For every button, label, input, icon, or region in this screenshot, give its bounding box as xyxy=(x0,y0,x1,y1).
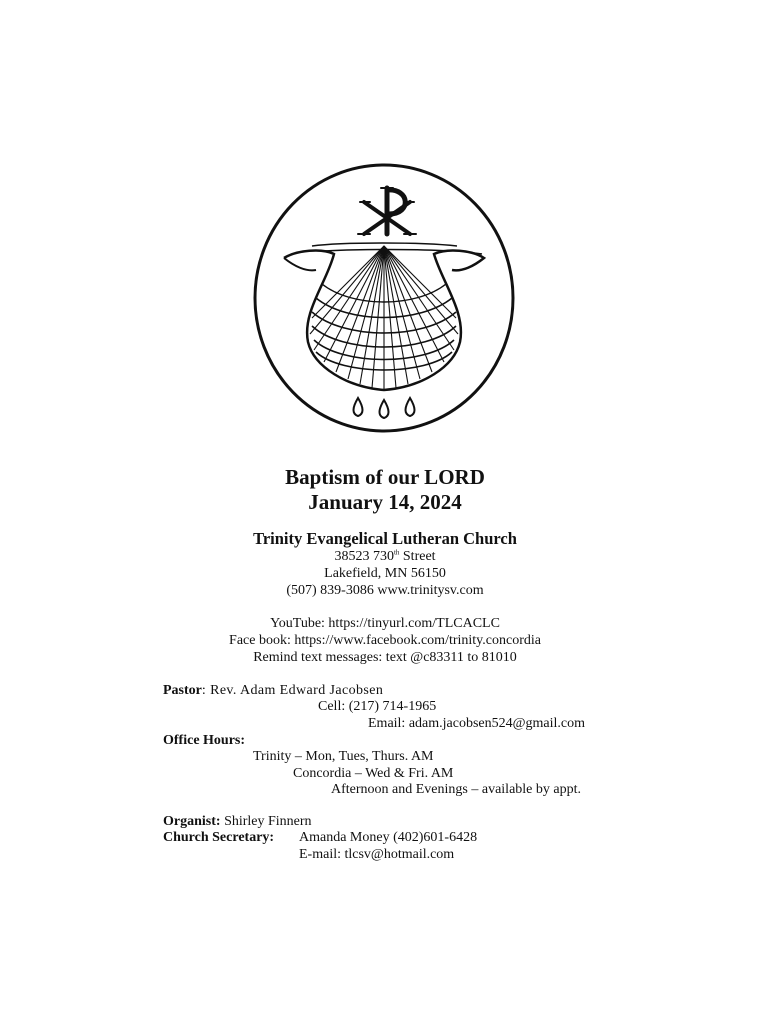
service-title: Baptism of our LORD xyxy=(285,465,485,489)
office-hours-trinity: Trinity – Mon, Tues, Thurs. AM xyxy=(253,749,434,764)
pastor-email[interactable]: Email: adam.jacobsen524@gmail.com xyxy=(368,716,585,731)
office-hours-label: Office Hours: xyxy=(163,733,246,748)
chi-rho-scallop-shell-icon xyxy=(252,162,516,434)
secretary-name-phone: Amanda Money (402)601-6428 xyxy=(299,830,478,845)
service-date: January 14, 2024 xyxy=(308,490,462,514)
address-suffix: th xyxy=(393,548,400,557)
church-name: Trinity Evangelical Lutheran Church xyxy=(253,529,517,548)
secretary-label: Church Secretary: xyxy=(163,830,275,845)
pastor-label: Pastor xyxy=(163,683,202,698)
address-number: 38523 730 xyxy=(334,549,394,564)
church-city-line: Lakefield, MN 56150 xyxy=(324,566,446,581)
office-hours-concordia: Concordia – Wed & Fri. AM xyxy=(293,766,454,781)
church-address-street xyxy=(0,548,770,565)
remind-text-info: Remind text messages: text @c83311 to 81010 xyxy=(253,650,517,665)
organist-label: Organist: xyxy=(163,814,221,829)
pastor-cell: Cell: (217) 714-1965 xyxy=(318,699,437,714)
youtube-link[interactable]: YouTube: https://tinyurl.com/TLCACLC xyxy=(270,616,500,631)
scallop-shell-icon xyxy=(284,246,484,390)
office-hours-afternoon: Afternoon and Evenings – available by appt. xyxy=(331,782,581,797)
chi-rho-icon xyxy=(358,188,416,234)
address-street: Street xyxy=(399,549,436,564)
church-phone-website: (507) 839-3086 www.trinitysv.com xyxy=(286,583,484,598)
organist-name: Shirley Finnern xyxy=(220,814,312,829)
pastor-name: : Rev. Adam Edward Jacobsen xyxy=(201,683,384,698)
facebook-link[interactable]: Face book: https://www.facebook.com/trinity.concordia xyxy=(229,633,541,648)
secretary-email[interactable]: E-mail: tlcsv@hotmail.com xyxy=(299,847,455,862)
organist-line xyxy=(163,813,312,830)
water-drops-icon xyxy=(354,398,415,418)
pastor-line xyxy=(163,682,383,699)
